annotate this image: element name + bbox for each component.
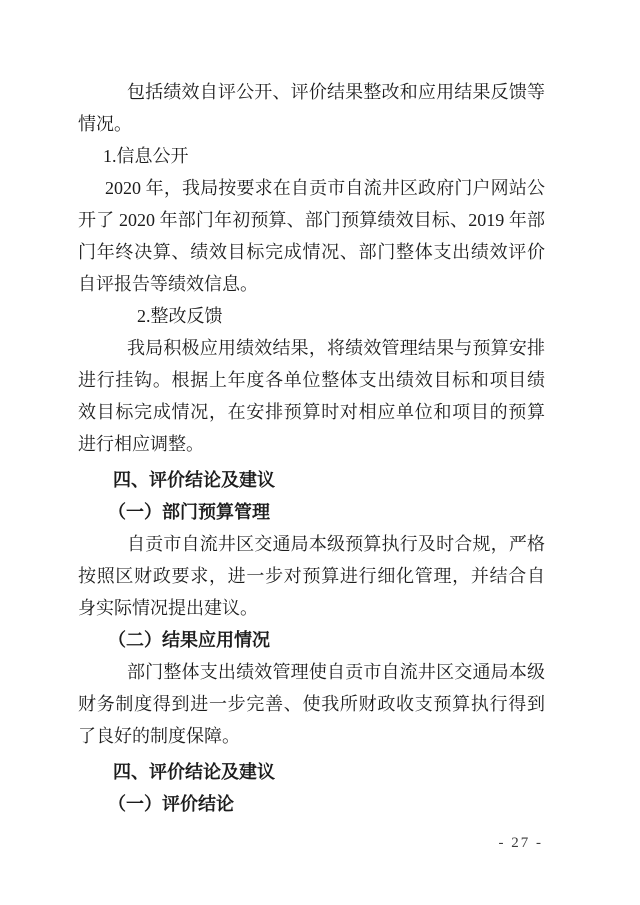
numbered-subheading: 2.整改反馈 [137, 306, 223, 326]
body-paragraph: 自贡市自流井区交通局本级预算执行及时合规，严格按照区财政要求，进一步对预算进行细化管理，并结合自身实际情况提出建议。 [78, 534, 545, 618]
body-paragraph: 包括绩效自评公开、评价结果整改和应用结果反馈等情况。 [78, 82, 545, 134]
section-heading: 四、评价结论及建议 [113, 762, 275, 782]
section-heading: 四、评价结论及建议 [113, 470, 275, 490]
body-paragraph: 部门整体支出绩效管理使自贡市自流井区交通局本级财务制度得到进一步完善、使我所财政收支预算执行得到了良好的制度保障。 [78, 662, 545, 746]
numbered-subheading: 1.信息公开 [103, 146, 189, 166]
page-number: - 27 - [498, 835, 543, 851]
document-body [78, 76, 545, 820]
sub-section-heading: （一）评价结论 [108, 794, 234, 814]
sub-section-heading: （一）部门预算管理 [108, 502, 270, 522]
body-paragraph: 2020 年，我局按要求在自贡市自流井区政府门户网站公开了 2020 年部门年初预算、部门预算绩效目标、2019 年部门年终决算、绩效目标完成情况、部门整体支出绩效评价自评报告等绩效信息。 [78, 178, 545, 294]
sub-section-heading: （二）结果应用情况 [108, 630, 270, 650]
body-paragraph: 我局积极应用绩效结果，将绩效管理结果与预算安排进行挂钩。根据上年度各单位整体支出绩效目标和项目绩效目标完成情况，在安排预算时对相应单位和项目的预算进行相应调整。 [78, 338, 545, 454]
